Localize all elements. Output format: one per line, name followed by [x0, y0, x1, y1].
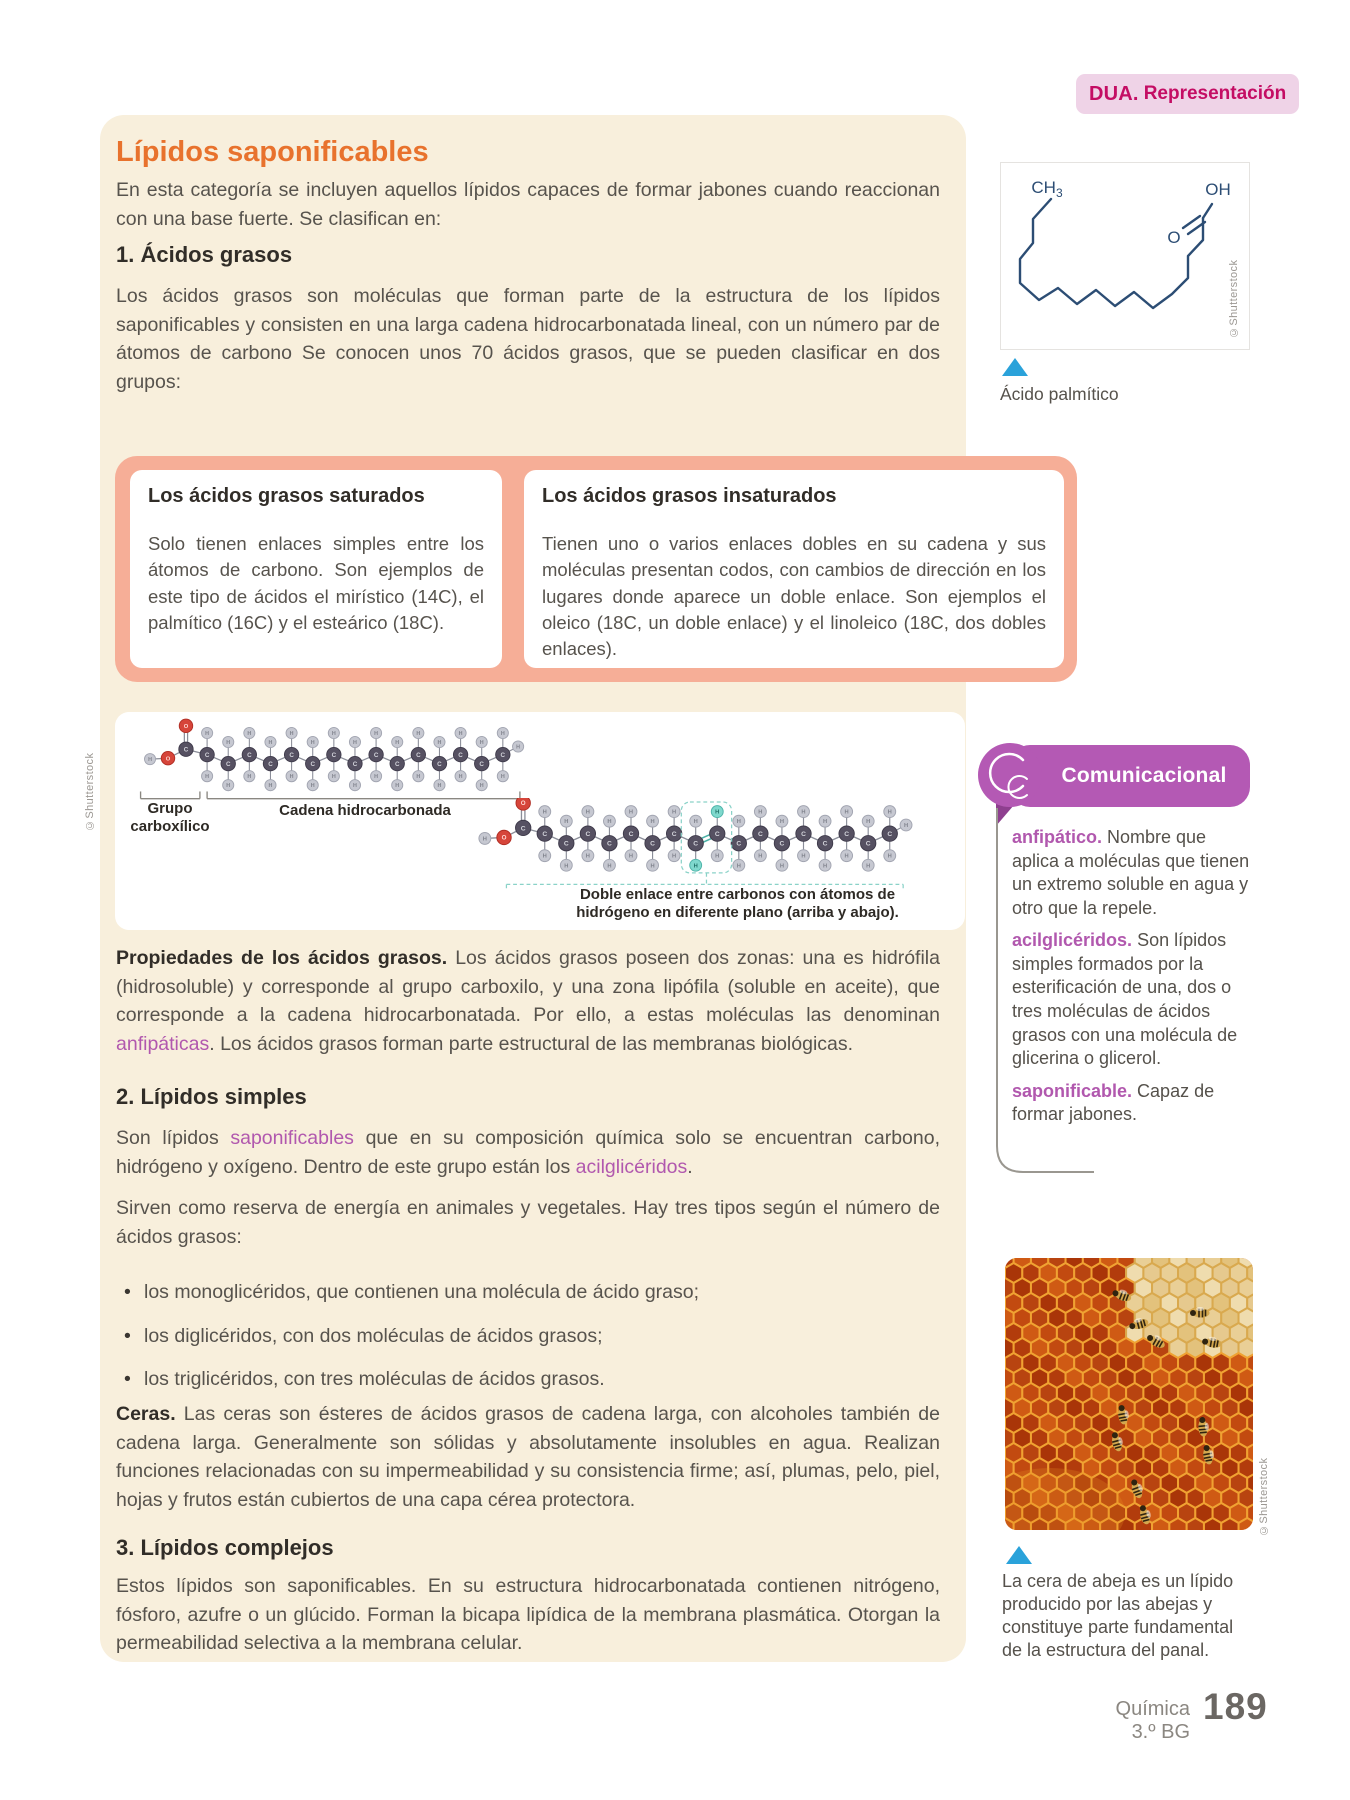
svg-text:C: C — [865, 840, 871, 848]
svg-text:H: H — [736, 819, 741, 826]
svg-text:C: C — [520, 825, 526, 833]
section1-paragraph: Los ácidos grasos son moléculas que forman parte de la estructura de los lípidos saponificables y consisten en una larga cadena hidrocarbonatada lineal, con un número par de átomos de carbono Se conocen unos 70 ácidos grasos, que se pueden clasificar en dos grupos: — [116, 285, 940, 393]
comunicacional-badge-label: Comunicacional — [1061, 764, 1227, 787]
svg-text:H: H — [542, 853, 547, 860]
svg-text:H: H — [564, 819, 569, 826]
svg-text:O: O — [501, 834, 507, 842]
double-bond-label: Doble enlace entre carbonos con átomos de hidrógeno en diferente plano (arriba y abajo). — [576, 886, 899, 922]
svg-text:C: C — [416, 751, 421, 759]
page-number: 189 — [1203, 1686, 1268, 1727]
svg-text:H: H — [416, 730, 421, 737]
svg-text:H: H — [844, 809, 849, 816]
saturated-molecule-illustration — [128, 714, 528, 806]
svg-text:H: H — [822, 863, 828, 870]
section2-paragraph1: Son lípidos saponificables que en su composición química solo se encuentran carbono, hidrógeno y oxígeno. Dentro de este grupo están los acilglicéridos. — [116, 1127, 940, 1178]
svg-text:H: H — [458, 774, 463, 781]
svg-text:H: H — [331, 774, 336, 781]
svg-text:H: H — [226, 783, 231, 790]
carboxyl-group-label: Grupo carboxílico — [130, 800, 210, 836]
svg-text:CH3: $CH_3$ — [1031, 178, 1063, 200]
beeswax-photo — [1005, 1258, 1253, 1530]
svg-text:C: C — [607, 840, 612, 848]
svg-text:H: H — [289, 774, 294, 781]
svg-text:H: H — [353, 783, 357, 790]
svg-text:C: C — [225, 760, 231, 768]
svg-text:C: C — [693, 840, 699, 848]
svg-text:H: H — [564, 863, 569, 870]
comunicacional-logo-icon — [978, 743, 1042, 807]
svg-text:H: H — [758, 853, 763, 860]
palmitic-acid-structure — [1007, 169, 1241, 341]
svg-text:C: C — [183, 746, 189, 754]
svg-text:C: C — [822, 840, 828, 848]
unsaturated-box-title: Los ácidos grasos insaturados — [542, 485, 837, 507]
svg-text:O: O — [183, 723, 189, 730]
svg-text:C: C — [628, 831, 634, 839]
svg-text:H: H — [479, 739, 484, 746]
term-anfipaticas: anfipáticas — [116, 1032, 210, 1055]
diagram-credit: ©Shutterstock — [84, 752, 96, 831]
svg-text:C: C — [563, 840, 569, 848]
svg-text:H: H — [148, 757, 152, 764]
svg-text:H: H — [628, 809, 634, 816]
svg-text:H: H — [585, 809, 590, 816]
svg-text:C: C — [352, 760, 358, 768]
svg-text:H: H — [628, 853, 634, 860]
section2-paragraph2: Sirven como reserva de energía en animales y vegetales. Hay tres tipos según el número de ácidos grasos: — [116, 1197, 940, 1248]
svg-text:H: H — [479, 783, 484, 790]
svg-text:C: C — [650, 840, 655, 848]
svg-text:H: H — [500, 774, 505, 781]
section3-paragraph: Estos lípidos son saponificables. En su estructura hidrocarbonatada contienen nitrógeno, fósforo, azufre o un glúcido. Forman la bicapa lipídica de la membrana plasmática. Otorgan la permeabilidad selectiva a la membrana celular. — [116, 1575, 940, 1655]
svg-text:C: C — [671, 831, 677, 839]
svg-text:H: H — [715, 809, 720, 816]
svg-text:H: H — [866, 863, 871, 870]
unsaturated-molecule-illustration — [470, 798, 930, 898]
svg-text:H: H — [542, 809, 547, 816]
svg-text:H: H — [672, 853, 677, 860]
svg-text:H: H — [736, 863, 741, 870]
svg-text:O: O — [1167, 228, 1181, 247]
beeswax-caption: La cera de abeja es un lípido producido por las abejas y constituye parte fundamental de la estructura del panal. — [1002, 1571, 1234, 1661]
comunicacional-badge — [1010, 745, 1250, 807]
svg-text:C: C — [289, 751, 294, 759]
svg-text:C: C — [801, 831, 806, 839]
dua-label: Representación — [1143, 83, 1287, 104]
term-saponificables: saponificables — [230, 1127, 354, 1149]
svg-text:H: H — [310, 783, 315, 790]
svg-text:H: H — [416, 774, 421, 781]
svg-text:H: H — [887, 853, 892, 860]
svg-text:C: C — [844, 831, 850, 839]
svg-text:H: H — [672, 809, 677, 816]
svg-text:C: C — [437, 760, 442, 768]
svg-text:H: H — [268, 783, 273, 790]
svg-text:H: H — [650, 863, 655, 870]
dua-acronym: DUA. — [1089, 82, 1139, 105]
glossary-definitions — [1012, 826, 1252, 1136]
definition-anfipatico: anfipático. Nombre que aplica a moléculas que tienen un extremo soluble en agua y otro que la repele. — [1012, 827, 1250, 918]
ceras-lead: Ceras. — [116, 1403, 176, 1425]
svg-text:H: H — [395, 739, 400, 746]
properties-paragraph: Propiedades de los ácidos grasos. Los ácidos grasos poseen dos zonas: una es hidrófila (hidrosoluble) y corresponde al grupo carboxilo, y una zona lipófila (soluble en aceite), que corresponde a la cadena hidrocarbonatada. Por ello, a estas moléculas las denominan anfipáticas. Los ácidos grasos forman parte estructural de las membranas biológicas. — [116, 947, 940, 1055]
svg-text:H: H — [715, 853, 720, 860]
svg-text:H: H — [437, 783, 442, 790]
beeswax-credit: ©Shutterstock — [1258, 1457, 1270, 1536]
svg-text:C: C — [204, 751, 210, 759]
palmitic-credit: ©Shutterstock — [1228, 259, 1240, 338]
section3-heading: 3. Lípidos complejos — [116, 1535, 334, 1560]
svg-text:H: H — [247, 774, 252, 781]
properties-lead: Propiedades de los ácidos grasos. — [116, 947, 448, 969]
svg-text:H: H — [887, 809, 892, 816]
hydrocarbon-chain-label: Cadena hidrocarbonada — [279, 802, 451, 819]
svg-text:H: H — [458, 730, 463, 737]
definition-saponificable: saponificable. Capaz de formar jabones. — [1012, 1080, 1215, 1125]
svg-text:H: H — [500, 730, 505, 737]
svg-text:H: H — [289, 730, 294, 737]
footer-subject: Química 3.º BG — [1115, 1698, 1190, 1744]
saturated-box-body: Solo tienen enlaces simples entre los átomos de carbono. Son ejemplos de este tipo de ácidos el mirístico (14C), el palmítico (16C) y el esteárico (18C). — [148, 533, 484, 633]
svg-text:C: C — [458, 751, 463, 759]
svg-text:H: H — [247, 730, 252, 737]
svg-text:C: C — [757, 831, 763, 839]
svg-text:C: C — [779, 840, 785, 848]
saturated-acids-box — [130, 470, 502, 668]
intro-paragraph: En esta categoría se incluyen aquellos lípidos capaces de formar jabones cuando reaccionan con una base fuerte. Se clasifican en: — [116, 179, 940, 230]
svg-text:C: C — [585, 831, 591, 839]
svg-text:C: C — [887, 831, 893, 839]
unsaturated-box-body: Tienen uno o varios enlaces dobles en su cadena y sus moléculas presentan codos, con cambios de dirección en los lugares donde aparece un doble enlace. Son ejemplos el oleico (18C, un doble enlace) y el linoleico (18C, dos dobles enlaces). — [542, 533, 1046, 660]
svg-text:C: C — [542, 831, 548, 839]
svg-text:H: H — [310, 739, 315, 746]
svg-text:C: C — [331, 751, 337, 759]
palmitic-caption: Ácido palmítico — [1000, 384, 1119, 404]
svg-text:O: O — [165, 756, 171, 763]
svg-text:C: C — [268, 760, 273, 768]
svg-text:C: C — [714, 831, 720, 839]
svg-text:H: H — [844, 853, 849, 860]
figure-marker-triangle — [1002, 358, 1028, 376]
svg-text:H: H — [205, 730, 210, 737]
svg-text:H: H — [801, 853, 806, 860]
svg-text:H: H — [205, 774, 210, 781]
definition-acilgliceridos: acilglicéridos. Son lípidos simples formados por la esterificación de una, dos o tres moléculas de ácidos grasos con una molécula de glicerina o glicerol. — [1012, 930, 1238, 1069]
svg-text:C: C — [479, 760, 484, 768]
dua-badge — [1076, 74, 1299, 114]
svg-text:H: H — [607, 863, 612, 870]
svg-text:H: H — [903, 823, 909, 830]
section2-heading: 2. Lípidos simples — [116, 1084, 307, 1109]
svg-text:O: O — [520, 800, 526, 808]
svg-text:H: H — [482, 836, 487, 843]
svg-text:H: H — [822, 819, 828, 826]
svg-text:H: H — [758, 809, 763, 816]
list-item: • los monoglicéridos, que contienen una molécula de ácido graso; — [116, 1278, 940, 1307]
svg-text:H: H — [395, 783, 400, 790]
svg-text:H: H — [353, 739, 357, 746]
svg-text:H: H — [268, 739, 273, 746]
svg-text:H: H — [779, 819, 785, 826]
term-acilgliceridos: acilglicéridos — [575, 1155, 688, 1178]
svg-text:C: C — [373, 751, 379, 759]
svg-text:H: H — [693, 819, 698, 826]
svg-text:C: C — [247, 751, 252, 759]
svg-text:H: H — [331, 730, 336, 737]
section1-heading: 1. Ácidos grasos — [116, 242, 293, 267]
unsaturated-acids-box — [524, 470, 1064, 668]
figure-marker-triangle — [1006, 1546, 1032, 1564]
ceras-paragraph: Ceras. Las ceras son ésteres de ácidos grasos de cadena larga, con alcoholes también de cadena larga. Generalmente son sólidas y absolutamente insolubles en agua. Realizan funciones relacionadas con su impermeabilidad y su consistencia firme; así, plumas, pelo, piel, hojas y frutos están cubiertos de una capa cérea protectora. — [116, 1403, 940, 1511]
svg-text:H: H — [437, 739, 442, 746]
svg-text:H: H — [779, 863, 785, 870]
svg-text:H: H — [607, 819, 612, 826]
svg-text:C: C — [500, 751, 506, 759]
saturated-box-title: Los ácidos grasos saturados — [148, 485, 425, 507]
page-title: Lípidos saponificables — [116, 136, 429, 168]
svg-text:H: H — [866, 819, 871, 826]
svg-text:C: C — [310, 760, 315, 768]
svg-text:H: H — [585, 853, 590, 860]
svg-text:H: H — [226, 739, 231, 746]
svg-text:H: H — [693, 863, 698, 870]
svg-text:H: H — [516, 744, 521, 751]
svg-text:H: H — [801, 809, 806, 816]
svg-text:C: C — [394, 760, 400, 768]
svg-text:H: H — [374, 774, 379, 781]
glycerides-list — [116, 1278, 940, 1409]
svg-text:OH: OH — [1205, 180, 1231, 199]
palmitic-acid-figure — [1000, 162, 1250, 350]
list-item: • los diglicéridos, con dos moléculas de ácidos grasos; — [116, 1322, 940, 1351]
svg-text:C: C — [736, 840, 742, 848]
svg-text:H: H — [374, 730, 379, 737]
svg-text:H: H — [650, 819, 655, 826]
list-item: • los triglicéridos, con tres moléculas de ácidos grasos. — [116, 1365, 940, 1394]
